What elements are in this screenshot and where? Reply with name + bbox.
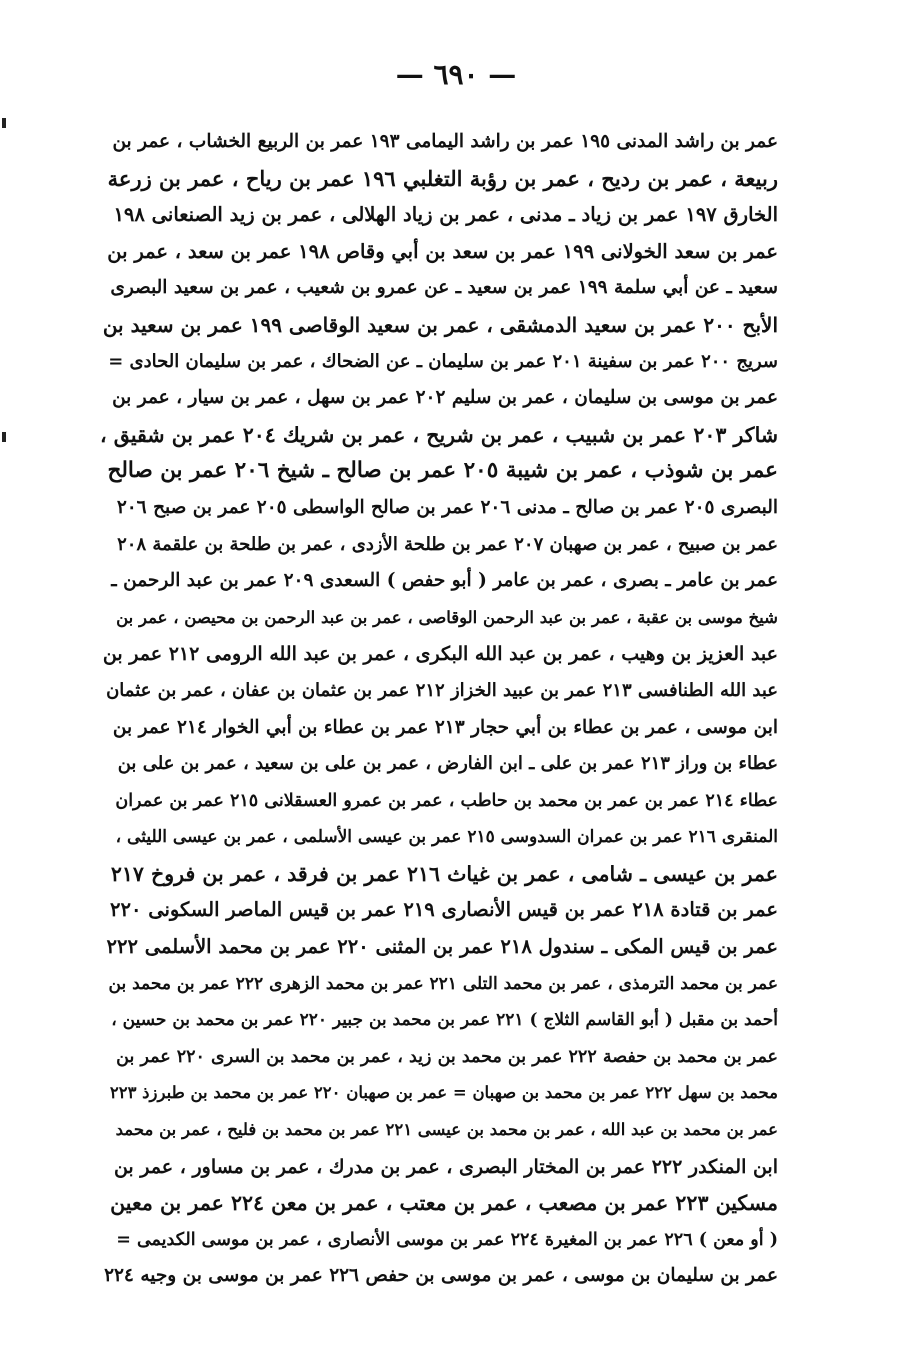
index-line: عبد الله الطنافسى ٢١٣ عمر بن عبيد الخزاز ٢١٢ عمر بن عثمان بن عفان ، عمر بن عثمان	[106, 679, 778, 701]
margin-mark	[2, 432, 6, 442]
index-line: أحمد بن مقبل ( أبو القاسم الثلاج ) ٢٢١ عمر بن محمد بن جبير ٢٢٠ عمر بن محمد بن حسين ،	[111, 1010, 778, 1031]
index-line: محمد بن سهل ٢٢٢ عمر بن محمد بن صهبان = عمر بن صهبان ٢٢٠ عمر بن محمد بن طبرزذ ٢٢٣	[109, 1083, 778, 1103]
margin-mark	[2, 118, 6, 128]
index-line: عمر بن راشد المدنى ١٩٥ عمر بن راشد اليمامى ١٩٣ عمر بن الربيع الخشاب ، عمر بن	[112, 131, 778, 152]
page-number: — ٦٩٠ —	[395, 58, 517, 91]
index-line: مسكين ٢٢٣ عمر بن مصعب ، عمر بن معتب ، عمر بن معن ٢٢٤ عمر بن معين	[110, 1191, 778, 1216]
index-line: عطاء ٢١٤ عمر بن عمر بن محمد بن حاطب ، عمر بن عمرو العسقلانى ٢١٥ عمر بن عمران	[115, 790, 778, 811]
index-line: شاكر ٢٠٣ عمر بن شبيب ، عمر بن شريح ، عمر بن شريك ٢٠٤ عمر بن شقيق ،	[100, 422, 778, 447]
index-line: عمر بن محمد الترمذى ، عمر بن محمد التلى ٢٢١ عمر بن محمد الزهرى ٢٢٢ عمر بن محمد بن	[108, 973, 778, 994]
index-line: عطاء بن وراز ٢١٣ عمر بن على ـ ابن الفارض ، عمر بن على بن سعيد ، عمر بن على بن	[117, 753, 778, 775]
index-line: البصرى ٢٠٥ عمر بن صالح ـ مدنى ٢٠٦ عمر بن صالح الواسطى ٢٠٥ عمر بن صبح ٢٠٦	[116, 496, 778, 518]
index-line: الأبح ٢٠٠ عمر بن سعيد الدمشقى ، عمر بن سعيد الوقاصى ١٩٩ عمر بن سعيد بن	[102, 312, 778, 337]
index-line: عمر بن عيسى ـ شامى ، عمر بن غياث ٢١٦ عمر بن فرقد ، عمر بن فروخ ٢١٧	[110, 861, 778, 886]
index-line: سريج ٢٠٠ عمر بن سفينة ٢٠١ عمر بن سليمان ـ عن الضحاك ، عمر بن سليمان الحادى =	[108, 350, 778, 372]
index-line: عبد العزيز بن وهيب ، عمر بن عبد الله البكرى ، عمر بن عبد الله الرومى ٢١٢ عمر بن	[102, 643, 778, 666]
index-line: شيخ موسى بن عقبة ، عمر بن عبد الرحمن الوقاصى ، عمر بن عبد الرحمن بن محيصن ، عمر بن	[116, 607, 778, 627]
index-line: عمر بن محمد بن عبد الله ، عمر بن محمد بن عيسى ٢٢١ عمر بن محمد بن فليح ، عمر بن محمد	[115, 1120, 778, 1140]
index-line: الخارق ١٩٧ عمر بن زياد ـ مدنى ، عمر بن زياد الهلالى ، عمر بن زيد الصنعانى ١٩٨	[113, 203, 778, 227]
index-line: عمر بن شوذب ، عمر بن شيبة ٢٠٥ عمر بن صالح ـ شيخ ٢٠٦ عمر بن صالح	[107, 458, 778, 484]
index-line: عمر بن سليمان بن موسى ، عمر بن موسى بن حفص ٢٢٦ عمر بن موسى بن وجيه ٢٢٤	[104, 1265, 778, 1287]
index-line: ( أو معن ) ٢٢٦ عمر بن المغيرة ٢٢٤ عمر بن موسى الأنصارى ، عمر بن موسى الكديمى =	[116, 1229, 778, 1250]
index-line: المنقرى ٢١٦ عمر بن عمران السدوسى ٢١٥ عمر بن عيسى الأسلمى ، عمر بن عيسى الليثى ،	[115, 827, 778, 848]
index-line: عمر بن محمد بن حفصة ٢٢٢ عمر بن محمد بن زيد ، عمر بن محمد بن السرى ٢٢٠ عمر بن	[116, 1046, 778, 1067]
index-line: عمر بن موسى بن سليمان ، عمر بن سليم ٢٠٢ عمر بن سهل ، عمر بن سيار ، عمر بن	[112, 387, 778, 409]
index-line: عمر بن قتادة ٢١٨ عمر بن قيس الأنصارى ٢١٩ عمر بن قيس الماصر السكونى ٢٢٠	[110, 898, 778, 922]
index-line: عمر بن عامر ـ بصرى ، عمر بن عامر ( أبو حفص ) السعدى ٢٠٩ عمر بن عبد الرحمن ـ	[111, 570, 778, 592]
index-line: سعيد ـ عن أبي سلمة ١٩٩ عمر بن سعيد ـ عن عمرو بن شعيب ، عمر بن سعيد البصرى	[110, 277, 778, 299]
index-line: عمر بن قيس المكى ـ سندول ٢١٨ عمر بن المثنى ٢٢٠ عمر بن محمد الأسلمى ٢٢٢	[106, 935, 778, 959]
index-text-block	[100, 124, 778, 1295]
index-line: ابن المنكدر ٢٢٢ عمر بن المختار البصرى ، عمر بن مدرك ، عمر بن مساور ، عمر بن	[113, 1155, 778, 1178]
index-line: عمر بن سعد الخولانى ١٩٩ عمر بن سعد بن أبي وقاص ١٩٨ عمر بن سعد ، عمر بن	[107, 239, 778, 263]
index-line: ربيعة ، عمر بن ردیح ، عمر بن رؤبة التغلبي ١٩٦ عمر بن رياح ، عمر بن زرعة	[107, 165, 778, 191]
index-line: ابن موسى ، عمر بن عطاء بن أبي حجار ٢١٣ عمر بن عطاء بن أبي الخوار ٢١٤ عمر بن	[112, 716, 778, 738]
index-line: عمر بن صبيح ، عمر بن صهبان ٢٠٧ عمر بن طلحة الأزدى ، عمر بن طلحة بن علقمة ٢٠٨	[117, 533, 778, 555]
